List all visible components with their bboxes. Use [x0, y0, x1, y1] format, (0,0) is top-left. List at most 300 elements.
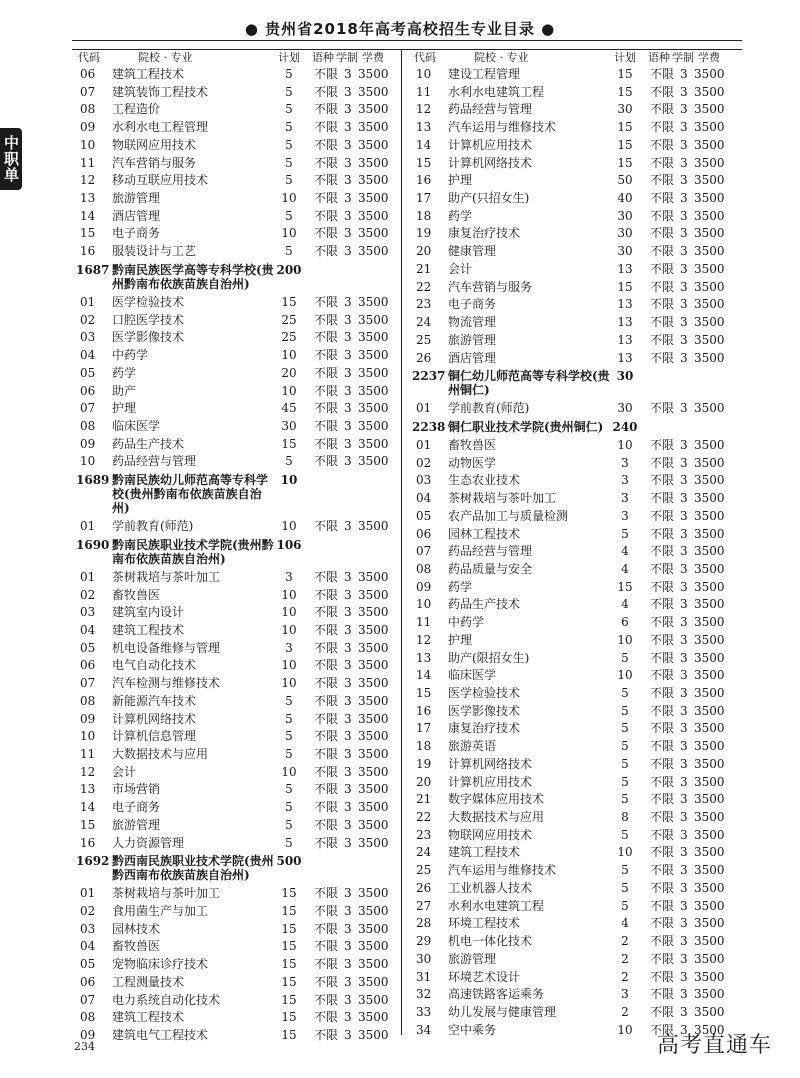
years: 3: [680, 137, 688, 152]
language: 不限: [314, 957, 339, 972]
language: 不限: [650, 792, 675, 807]
fee: 3500: [694, 473, 725, 488]
major-name: 畜牧兽医: [112, 587, 161, 602]
years: 3: [344, 957, 352, 972]
major-name: 生态农业技术: [448, 473, 521, 488]
major-name: 畜牧兽医: [112, 939, 161, 954]
language: 不限: [650, 827, 675, 842]
major-name: 高速铁路客运乘务: [448, 987, 545, 1002]
plan: 13: [617, 350, 633, 365]
major-row: [76, 903, 406, 921]
major-name: 计算机应用技术: [448, 774, 533, 789]
fee: 3500: [694, 279, 725, 294]
years: 3: [680, 102, 688, 117]
years: 3: [344, 173, 352, 188]
plan: 15: [281, 939, 297, 954]
plan: 30: [616, 369, 634, 384]
major-name: 人力资源管理: [112, 835, 185, 850]
major-row: [412, 986, 742, 1004]
fee: 3500: [358, 835, 389, 850]
code: 06: [80, 974, 96, 989]
language: 不限: [314, 587, 339, 602]
language: 不限: [650, 244, 675, 259]
fee: 3500: [358, 102, 389, 117]
fee: 3500: [358, 1028, 389, 1043]
major-name: 畜牧兽医: [448, 437, 497, 452]
language: 不限: [314, 454, 339, 469]
language: 不限: [314, 137, 339, 152]
code: 30: [416, 951, 432, 966]
code: 10: [416, 597, 432, 612]
code: 06: [80, 383, 96, 398]
fee: 3500: [358, 208, 389, 223]
code: 21: [416, 792, 432, 807]
years: 3: [344, 676, 352, 691]
fee: 3500: [358, 622, 389, 637]
years: 3: [344, 208, 352, 223]
fee: 3500: [358, 294, 389, 309]
plan: 45: [281, 401, 297, 416]
plan: 10: [281, 764, 297, 779]
years: 3: [680, 297, 688, 312]
major-row: [76, 119, 406, 137]
major-row: [412, 951, 742, 969]
fee: 3500: [694, 561, 725, 576]
code: 10: [80, 137, 96, 152]
major-row: [412, 685, 742, 703]
major-row: [76, 312, 406, 330]
fee: 3500: [358, 886, 389, 901]
major-name: 药学: [448, 579, 473, 594]
plan: 15: [281, 294, 297, 309]
years: 3: [680, 350, 688, 365]
plan: 5: [285, 782, 293, 797]
plan: 10: [617, 668, 633, 683]
years: 3: [344, 191, 352, 206]
fee: 3500: [694, 297, 725, 312]
major-name: 工程测量技术: [112, 974, 185, 989]
major-name: 电子商务: [448, 297, 497, 312]
years: 3: [680, 401, 688, 416]
fee: 3500: [694, 951, 725, 966]
plan: 5: [285, 835, 293, 850]
code: 01: [80, 294, 96, 309]
plan: 10: [281, 587, 297, 602]
major-name: 护理: [448, 173, 473, 188]
code: 03: [80, 605, 96, 620]
left-column: [76, 50, 406, 1045]
major-row: [76, 418, 406, 436]
language: 不限: [314, 191, 339, 206]
major-row: [76, 436, 406, 454]
code: 03: [80, 330, 96, 345]
language: 不限: [314, 348, 339, 363]
major-row: [412, 314, 742, 332]
school-name: 黔西南民族职业技术学院(贵州黔西南布依族苗族自治州): [112, 854, 274, 883]
major-name: 物联网应用技术: [448, 827, 533, 842]
plan: 15: [617, 120, 633, 135]
years: 3: [680, 191, 688, 206]
years: 3: [344, 693, 352, 708]
code: 31: [416, 969, 432, 984]
code: 16: [416, 173, 432, 188]
major-name: 机电设备维修与管理: [112, 640, 221, 655]
language: 不限: [314, 401, 339, 416]
fee: 3500: [358, 84, 389, 99]
major-name: 机电一体化技术: [448, 934, 533, 949]
language: 不限: [650, 668, 675, 683]
major-row: [412, 296, 742, 314]
plan: 25: [281, 312, 297, 327]
major-name: 药品生产技术: [448, 597, 521, 612]
major-name: 建设工程管理: [448, 67, 521, 81]
major-name: 园林技术: [112, 921, 161, 936]
fee: 3500: [358, 226, 389, 241]
major-row: [412, 614, 742, 632]
language: 不限: [650, 473, 675, 488]
code: 01: [80, 569, 96, 584]
language: 不限: [650, 721, 675, 736]
language: 不限: [650, 561, 675, 576]
major-row: [76, 347, 406, 365]
language: 不限: [650, 934, 675, 949]
school-row: [412, 418, 742, 437]
plan: 4: [621, 916, 629, 931]
code: 05: [416, 508, 432, 523]
plan: 30: [617, 401, 633, 416]
school-name: 黔南民族医学高等专科学校(贵州黔南布依族苗族自治州): [112, 262, 274, 291]
language: 不限: [650, 1022, 675, 1037]
major-row: [412, 472, 742, 490]
major-row: [76, 799, 406, 817]
plan: 106: [276, 537, 302, 552]
code: 18: [416, 739, 432, 754]
major-row: [412, 756, 742, 774]
header-years: 学制: [336, 51, 358, 64]
years: 3: [344, 658, 352, 673]
code: 27: [416, 898, 432, 913]
major-row: [412, 543, 742, 561]
years: 3: [680, 703, 688, 718]
language: 不限: [650, 279, 675, 294]
major-row: [412, 66, 742, 84]
code: 01: [80, 519, 96, 534]
language: 不限: [314, 519, 339, 534]
fee: 3500: [358, 676, 389, 691]
code: 06: [416, 526, 432, 541]
code: 10: [80, 729, 96, 744]
language: 不限: [314, 729, 339, 744]
major-row: [412, 827, 742, 845]
language: 不限: [314, 974, 339, 989]
plan: 15: [281, 921, 297, 936]
major-row: [76, 885, 406, 903]
major-name: 临床医学: [112, 418, 161, 433]
fee: 3500: [358, 939, 389, 954]
page-title: ● 贵州省2018年高考高校招生专业目录 ●: [244, 20, 556, 38]
major-row: [412, 332, 742, 350]
major-name: 医学检验技术: [112, 294, 185, 309]
fee: 3500: [694, 102, 725, 117]
years: 3: [344, 383, 352, 398]
major-row: [412, 703, 742, 721]
major-name: 幼儿发展与健康管理: [448, 1004, 557, 1019]
plan: 5: [285, 729, 293, 744]
fee: 3500: [358, 1010, 389, 1025]
plan: 15: [281, 1010, 297, 1025]
major-row: [76, 746, 406, 764]
major-row: [76, 1009, 406, 1027]
language: 不限: [650, 332, 675, 347]
plan: 15: [617, 279, 633, 294]
code: 01: [416, 401, 432, 416]
major-row: [412, 508, 742, 526]
plan: 15: [281, 957, 297, 972]
fee: 3500: [358, 191, 389, 206]
code: 10: [80, 454, 96, 469]
years: 3: [344, 569, 352, 584]
language: 不限: [650, 951, 675, 966]
header-plan: 计划: [278, 51, 300, 64]
code: 16: [80, 835, 96, 850]
code: 09: [80, 711, 96, 726]
plan: 10: [281, 191, 297, 206]
header-name: 院校 · 专业: [474, 51, 529, 64]
code: 05: [80, 365, 96, 380]
years: 3: [680, 508, 688, 523]
language: 不限: [650, 544, 675, 559]
years: 3: [344, 622, 352, 637]
plan: 15: [281, 886, 297, 901]
code: 08: [416, 561, 432, 576]
code: 13: [416, 120, 432, 135]
fee: 3500: [694, 191, 725, 206]
years: 3: [680, 756, 688, 771]
plan: 5: [621, 721, 629, 736]
plan: 5: [621, 739, 629, 754]
major-row: [76, 622, 406, 640]
language: 不限: [650, 579, 675, 594]
code: 22: [416, 279, 432, 294]
plan: 5: [285, 84, 293, 99]
language: 不限: [650, 686, 675, 700]
fee: 3500: [694, 67, 725, 81]
years: 3: [344, 800, 352, 815]
fee: 3500: [694, 597, 725, 612]
years: 3: [344, 817, 352, 832]
language: 不限: [650, 756, 675, 771]
language: 不限: [650, 208, 675, 223]
language: 不限: [314, 693, 339, 708]
fee: 3500: [694, 226, 725, 241]
fee: 3500: [694, 916, 725, 931]
years: 3: [680, 792, 688, 807]
major-name: 建筑工程技术: [112, 622, 185, 637]
fee: 3500: [694, 969, 725, 984]
plan: 10: [281, 605, 297, 620]
fee: 3500: [358, 921, 389, 936]
major-name: 旅游管理: [112, 817, 161, 832]
major-name: 食用菌生产与加工: [112, 904, 209, 919]
years: 3: [344, 244, 352, 259]
fee: 3500: [358, 974, 389, 989]
years: 3: [680, 845, 688, 860]
plan: 15: [617, 155, 633, 170]
code: 23: [416, 297, 432, 312]
major-name: 园林工程技术: [448, 526, 521, 541]
fee: 3500: [694, 792, 725, 807]
language: 不限: [650, 297, 675, 312]
plan: 2: [621, 934, 629, 949]
code: 04: [416, 491, 432, 506]
language: 不限: [650, 191, 675, 206]
years: 3: [344, 436, 352, 451]
plan: 5: [621, 703, 629, 718]
major-name: 中药学: [112, 348, 149, 363]
fee: 3500: [358, 782, 389, 797]
plan: 10: [281, 658, 297, 673]
major-name: 康复治疗技术: [448, 226, 521, 241]
major-name: 水利水电工程管理: [112, 120, 209, 135]
years: 3: [680, 1004, 688, 1019]
plan: 15: [617, 137, 633, 152]
major-name: 旅游管理: [448, 332, 497, 347]
major-name: 助产(只招女生): [448, 191, 530, 206]
years: 3: [680, 1022, 688, 1037]
major-name: 药学: [448, 208, 473, 223]
major-name: 旅游管理: [112, 191, 161, 206]
major-row: [76, 604, 406, 622]
years: 3: [344, 640, 352, 655]
years: 3: [680, 987, 688, 1002]
code: 08: [80, 1010, 96, 1025]
code: 04: [80, 348, 96, 363]
major-row: [412, 720, 742, 738]
plan: 10: [281, 519, 297, 534]
major-row: [76, 781, 406, 799]
years: 3: [344, 939, 352, 954]
code: 12: [416, 632, 432, 647]
language: 不限: [650, 67, 675, 81]
major-name: 动物医学: [448, 455, 497, 470]
years: 3: [344, 974, 352, 989]
plan: 30: [617, 226, 633, 241]
language: 不限: [650, 739, 675, 754]
major-row: [76, 956, 406, 974]
code: 32: [416, 987, 432, 1002]
code: 16: [80, 244, 96, 259]
major-name: 学前教育(师范): [448, 401, 530, 416]
years: 3: [680, 173, 688, 188]
language: 不限: [314, 120, 339, 135]
years: 3: [344, 294, 352, 309]
school-name: 黔南民族幼儿师范高等专科学校(贵州黔南布依族苗族自治州): [112, 473, 269, 516]
language: 不限: [314, 155, 339, 170]
major-row: [76, 974, 406, 992]
years: 3: [680, 120, 688, 135]
major-row: [412, 243, 742, 261]
language: 不限: [314, 658, 339, 673]
plan: 20: [281, 365, 297, 380]
language: 不限: [314, 226, 339, 241]
major-name: 口腔医学技术: [112, 312, 185, 327]
major-row: [76, 711, 406, 729]
years: 3: [344, 782, 352, 797]
major-row: [76, 190, 406, 208]
code: 14: [416, 137, 432, 152]
fee: 3500: [358, 401, 389, 416]
major-row: [412, 490, 742, 508]
fee: 3500: [694, 173, 725, 188]
code: 11: [80, 747, 96, 761]
major-name: 服装设计与工艺: [112, 244, 197, 259]
language: 不限: [314, 173, 339, 188]
years: 3: [344, 747, 352, 761]
code: 15: [416, 155, 432, 170]
fee: 3500: [694, 437, 725, 452]
plan: 2: [621, 1004, 629, 1019]
code: 12: [80, 764, 96, 779]
major-row: [412, 526, 742, 544]
code: 12: [80, 173, 96, 188]
major-name: 新能源汽车技术: [112, 693, 197, 708]
fee: 3500: [694, 401, 725, 416]
major-name: 护理: [112, 401, 137, 416]
language: 不限: [650, 845, 675, 860]
plan: 15: [281, 904, 297, 919]
plan: 4: [621, 561, 629, 576]
code: 03: [416, 473, 432, 488]
major-name: 汽车运用与维修技术: [448, 120, 557, 135]
fee: 3500: [694, 332, 725, 347]
years: 3: [680, 668, 688, 683]
major-row: [76, 400, 406, 418]
years: 3: [680, 226, 688, 241]
major-name: 药品质量与安全: [448, 561, 533, 576]
major-name: 电子商务: [112, 800, 161, 815]
plan: 10: [281, 226, 297, 241]
language: 不限: [650, 508, 675, 523]
plan: 2: [621, 969, 629, 984]
fee: 3500: [358, 658, 389, 673]
plan: 10: [281, 622, 297, 637]
language: 不限: [314, 294, 339, 309]
plan: 4: [621, 544, 629, 559]
plan: 10: [281, 676, 297, 691]
years: 3: [680, 491, 688, 506]
major-row: [412, 279, 742, 297]
code: 1692: [76, 854, 110, 869]
fee: 3500: [694, 455, 725, 470]
major-row: [412, 101, 742, 119]
major-row: [76, 992, 406, 1010]
plan: 13: [617, 332, 633, 347]
years: 3: [344, 729, 352, 744]
years: 3: [680, 84, 688, 99]
plan: 13: [617, 297, 633, 312]
major-name: 电子商务: [112, 226, 161, 241]
header-years: 学制: [672, 51, 694, 64]
code: 05: [80, 640, 96, 655]
major-row: [412, 579, 742, 597]
fee: 3500: [358, 800, 389, 815]
plan: 5: [621, 526, 629, 541]
code: 02: [416, 455, 432, 470]
fee: 3500: [694, 739, 725, 754]
major-name: 建筑工程技术: [448, 845, 521, 860]
years: 3: [680, 561, 688, 576]
plan: 10: [281, 348, 297, 363]
